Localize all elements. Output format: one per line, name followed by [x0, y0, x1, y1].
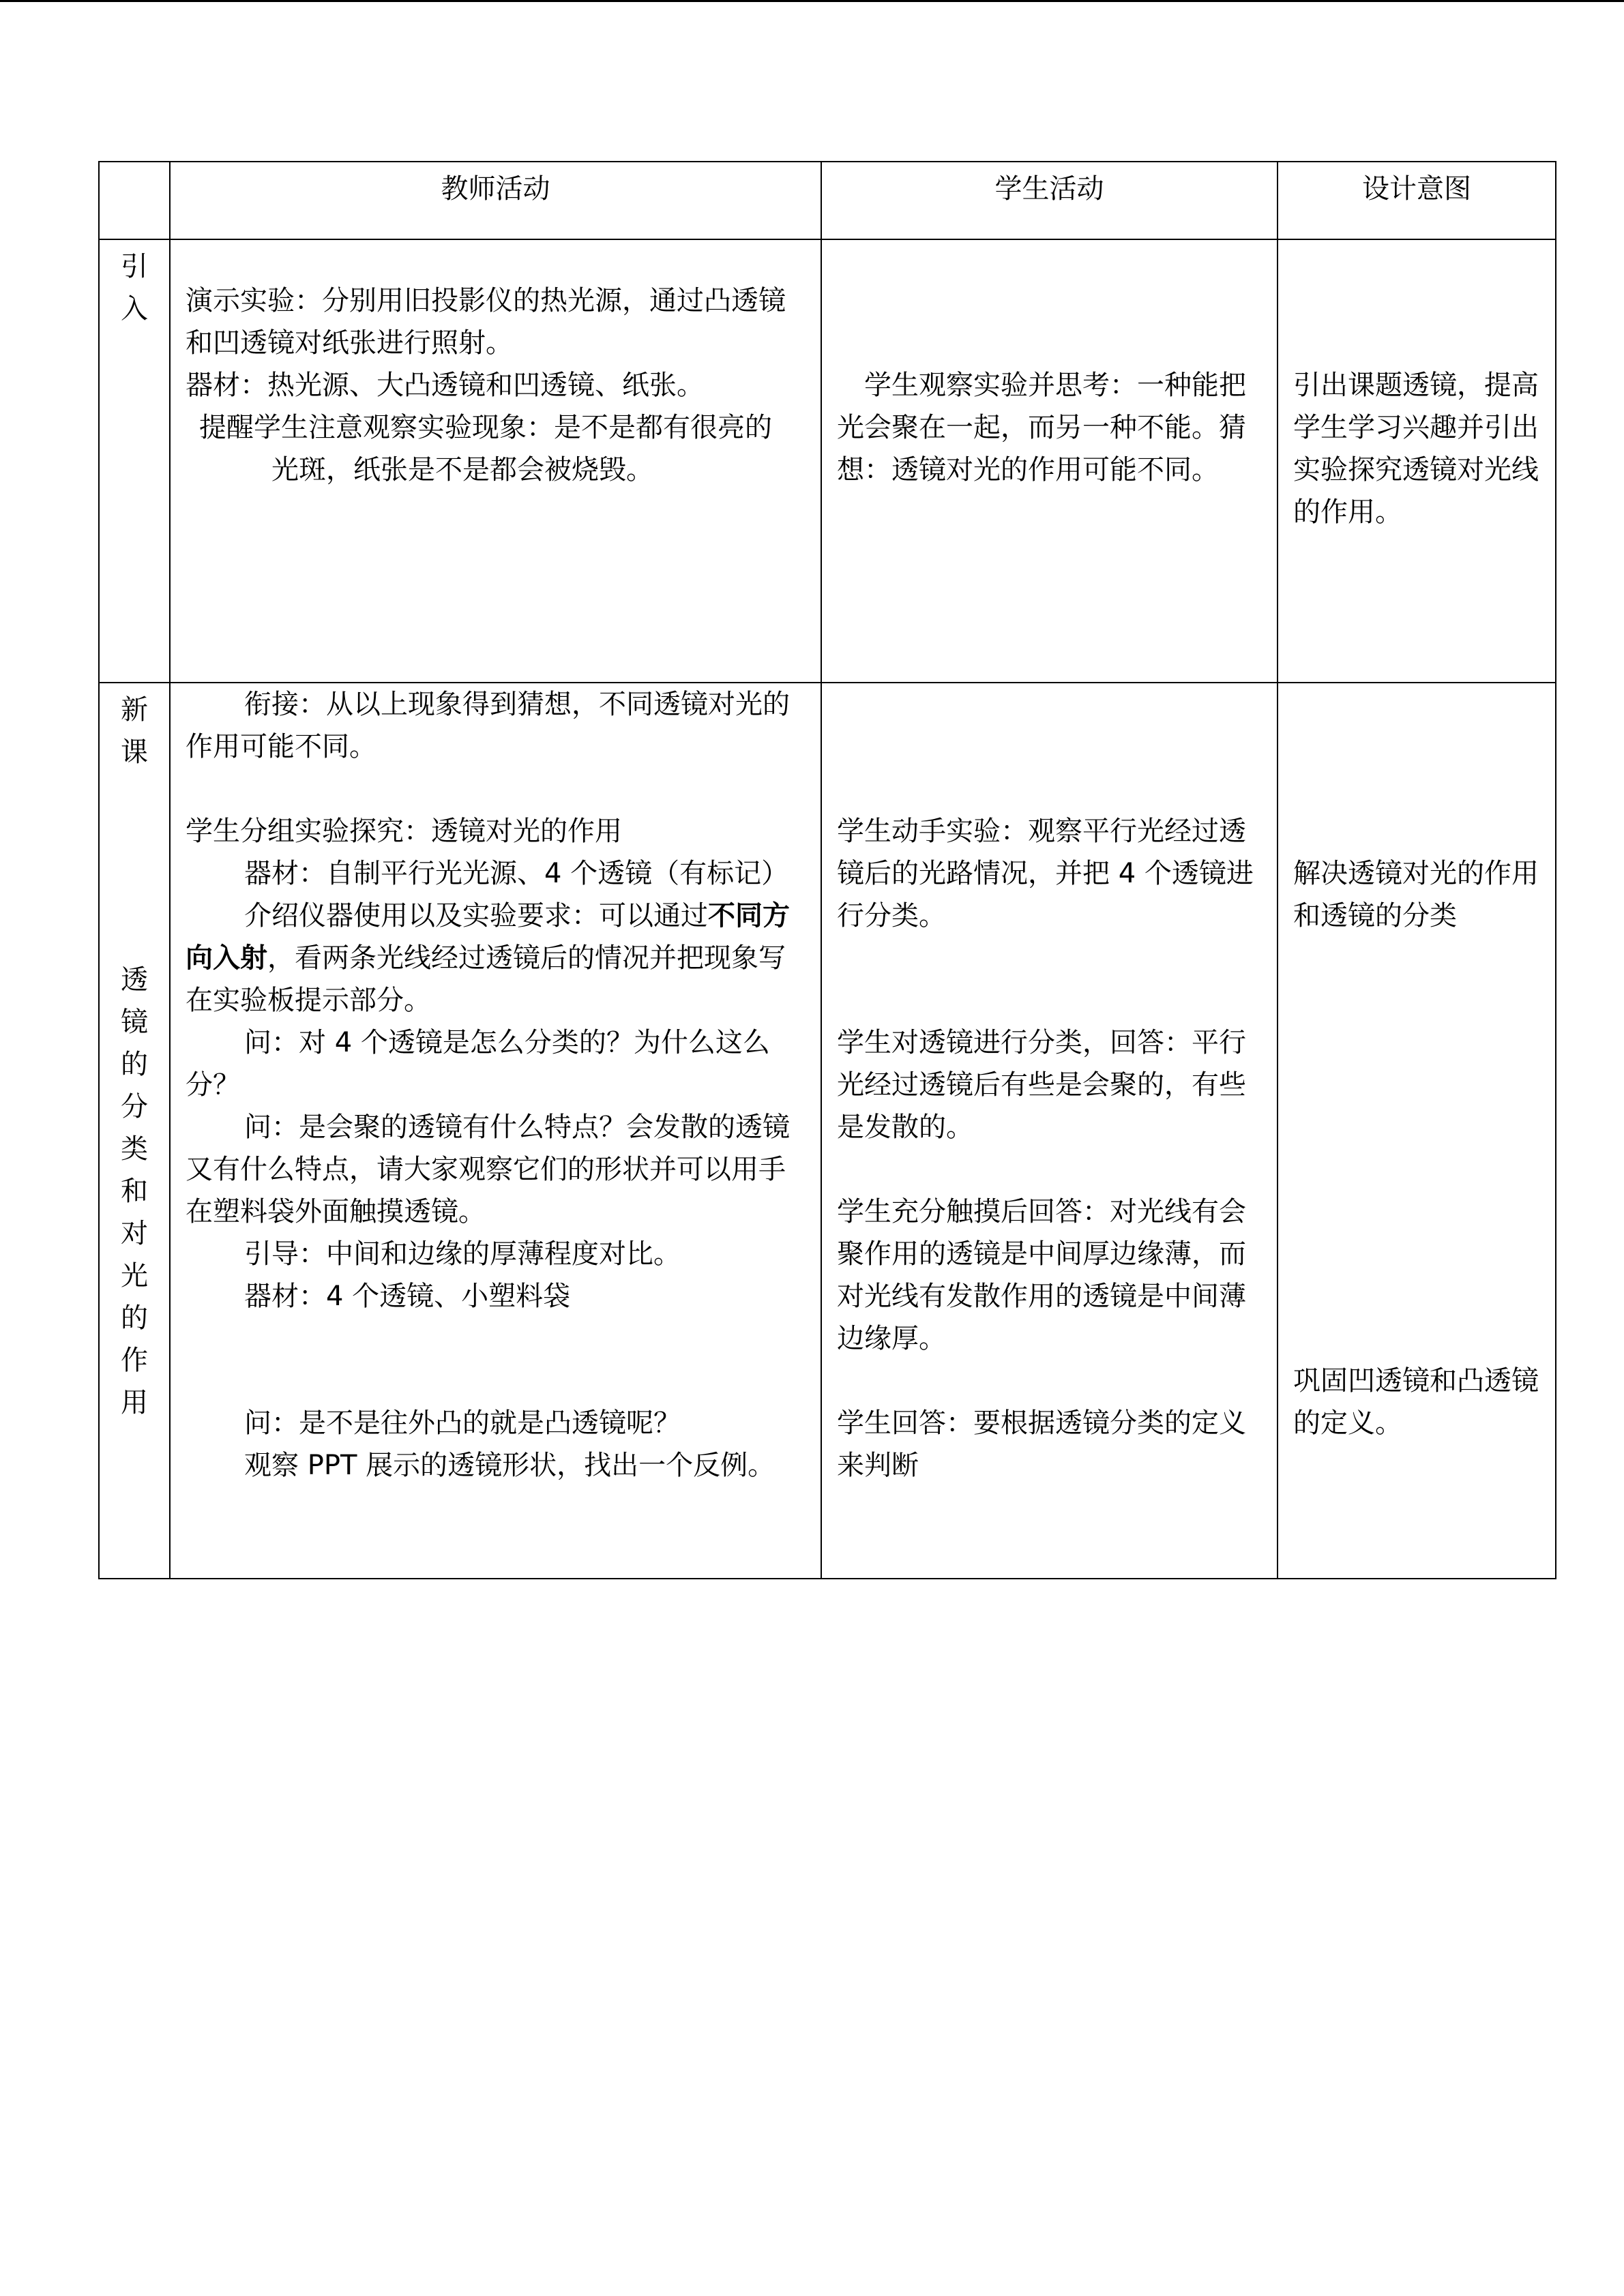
teacher-materials-2: 器材：4 个透镜、小塑料袋 [244, 1281, 571, 1312]
student-hands-on: 学生动手实验：观察平行光经过透镜后的光路情况，并把 4 个透镜进行分类。 [837, 816, 1254, 931]
student-definition-answer: 学生回答：要根据透镜分类的定义来判断 [837, 1407, 1246, 1481]
teacher-question-2: 问：是会聚的透镜有什么特点？会发散的透镜又有什么特点，请大家观察它们的形状并可以用手在塑料袋外面触摸透镜。 [186, 1112, 790, 1227]
intro-teacher-remind: 提醒学生注意观察实验现象：是不是都有很亮的 [199, 412, 772, 443]
new-lesson-student-cell [821, 683, 1278, 1579]
design-consolidate: 巩固凹透镜和凸透镜的定义。 [1293, 1365, 1539, 1439]
new-lesson-row [99, 683, 1556, 1579]
intro-teacher-remind-cont: 光斑，纸张是不是都会被烧毁。 [271, 454, 653, 486]
design-solve: 解决透镜对光的作用和透镜的分类 [1293, 858, 1539, 931]
header-student-activity: 学生活动 [821, 162, 1278, 239]
teacher-observe-ppt: 观察 PPT 展示的透镜形状，找出一个反例。 [244, 1450, 776, 1481]
header-row [99, 162, 1556, 239]
new-lesson-design-cell [1278, 683, 1556, 1579]
intro-design-text: 引出课题透镜，提高学生学习兴趣并引出实验探究透镜对光线的作用。 [1293, 370, 1539, 528]
header-teacher-activity: 教师活动 [170, 162, 821, 239]
student-classify: 学生对透镜进行分类，回答：平行光经过透镜后有些是会聚的，有些是发散的。 [837, 1027, 1246, 1143]
teacher-materials-1: 器材：自制平行光光源、4 个透镜（有标记） [244, 858, 789, 889]
teacher-instrument-intro: 介绍仪器使用以及实验要求：可以通过不同方向入射，看两条光线经过透镜后的情况并把现象写在实验板提示部分。 [186, 900, 790, 1016]
teacher-group-experiment: 学生分组实验探究：透镜对光的作用 [186, 816, 622, 847]
page-top-border [0, 0, 1624, 2]
intro-teacher-materials: 器材：热光源、大凸透镜和凹透镜、纸张。 [186, 370, 704, 401]
teacher-question-1: 问：对 4 个透镜是怎么分类的？为什么这么分？ [186, 1027, 770, 1101]
intro-student-cell [821, 239, 1278, 683]
intro-row [99, 239, 1556, 683]
teacher-transition: 衔接：从以上现象得到猜想，不同透镜对光的作用可能不同。 [186, 689, 790, 762]
intro-stage-label: 引 入 [99, 239, 170, 683]
intro-teacher-demo: 演示实验：分别用旧投影仪的热光源，通过凸透镜和凹透镜对纸张进行照射。 [186, 285, 786, 359]
teacher-question-3: 问：是不是往外凸的就是凸透镜呢？ [244, 1407, 681, 1439]
intro-design-cell [1278, 239, 1556, 683]
new-lesson-stage-label: 新 课 透 镜 的 分 类 和 对 光 的 作 用 [99, 683, 170, 1579]
intro-student-text: 学生观察实验并思考：一种能把光会聚在一起，而另一种不能。猜想：透镜对光的作用可能不同。 [837, 370, 1246, 486]
student-touch-answer: 学生充分触摸后回答：对光线有会聚作用的透镜是中间厚边缘薄，而对光线有发散作用的透镜是中间薄边缘厚。 [837, 1196, 1246, 1354]
header-design-intent: 设计意图 [1278, 162, 1556, 239]
lesson-plan-table [98, 161, 1556, 1579]
header-stage [99, 162, 170, 239]
new-lesson-teacher-cell [170, 683, 821, 1579]
intro-teacher-cell [170, 239, 821, 683]
teacher-guide: 引导：中间和边缘的厚薄程度对比。 [244, 1238, 681, 1270]
